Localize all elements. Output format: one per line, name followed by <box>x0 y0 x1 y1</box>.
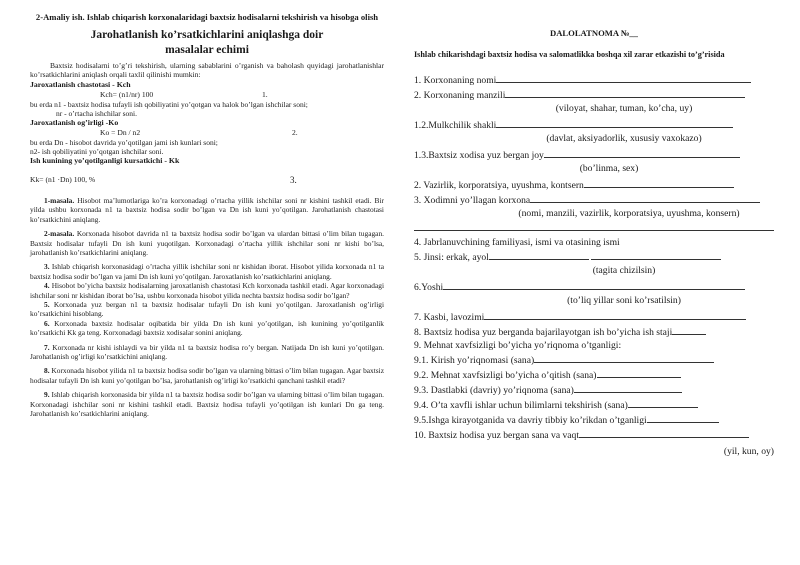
hint-gender: (tagita chizilsin) <box>592 265 656 276</box>
problem-item: 3. Ishlab chiqarish korxonasidagi o’rtacha yillik ishchilar soni nr kishidan iborat. Hisobot yilida korxonada n1 ta baxtsiz hodisa sodir bo’lgan va jami Dn ish kuni yo’qotilgan. Jaroxatlanish ko’rsatkichlarini aniqlang. <box>30 262 384 281</box>
problem-item: 2-masala. Korxonada hisobot davrida n1 ta baxtsiz hodisa sodir bo’lgan va ulardan bittasi o’lim bilan tugagan. Baxtsiz hodisalar tufayli Dn ish kuni yuqotilgan. Korxonadagi o’rtacha yillik ishchilar soni nr kishi bo’lsa, jarohatlanish ko’rsatkichlarini aniqlang. <box>30 229 384 257</box>
formula1-expression: Kch= (n1/nr) 100 <box>100 89 154 99</box>
field-ownership-form: 1.2.Mulkchilik shakli <box>414 118 774 132</box>
field-victim-name: 4. Jabrlanuvchining familiyasi, ismi va otasining ismi <box>414 237 620 248</box>
field-gender: 5. Jinsi: erkak, ayol <box>414 250 774 264</box>
formula2-number: 2. <box>292 127 298 137</box>
formula1-heading: Jaroxatlanish chastotasi - Kch <box>30 80 131 90</box>
formula3-number: 3. <box>290 174 297 185</box>
hint-place: (bo’linma, sex) <box>579 163 639 174</box>
formula3-line <box>30 175 384 188</box>
act-subtitle: Ishlab chikarishdagi baxtsiz hodisa va salomatlikka boshqa xil zarar etkazishi to’g’risida <box>414 50 725 59</box>
formula2-expression: Ko = Dn / n2 <box>100 127 141 137</box>
lab-title: 2-Amaliy ish. Ishlab chiqarish korxonalaridagi baxtsiz hodisalarni tekshirish va hisobga olish <box>35 12 379 22</box>
field-medical-check: 9.5.Ishga kirayotganida va davriy tibbiy ko’rikdan o’tganligi <box>414 413 774 427</box>
hint-date: (yil, kun, oy) <box>723 446 774 457</box>
field-initial-briefing: 9.3. Dastlabki (davriy) yo’riqnoma (sana) <box>414 383 774 397</box>
formula1-desc2: nr - o’rtacha ishchilar soni. <box>56 109 138 119</box>
problem-item: 7. Korxonada nr kishi ishlaydi va bir yilda n1 ta baxtsiz hodisa ro’y bergan. Natijada Dn ish kuni yo’qotilgan. Jarohatlanish og’irligi ko’rsatkichini aniqlang. <box>30 342 384 361</box>
formula3-expression: Kk= (n1 ·Dn) 100, % <box>30 174 96 184</box>
formula2-desc1: bu erda Dn - hisobot davrida yo’qotilgan jami ish kunlari soni; <box>30 138 218 148</box>
field-hazard-check: 9.4. O’ta xavfli ishlar uchun bilimlarni tekshirish (sana) <box>414 398 774 412</box>
hint-age: (to’liq yillar soni ko’rsatilsin) <box>567 295 681 306</box>
problem-item: 6. Korxonada baxtsiz hodisalar oqibatida bir yilda Dn ish kuni yo’qotilgan, ish kunining yo’qotilganlik ko’rsatkichi Kk ga teng. Korxonadagi baxtsiz xodisalar sonini aniqlang. <box>30 318 384 338</box>
formula3-heading: Ish kunining yo’qotilganligi kursatkichi - Kk <box>30 156 180 166</box>
right-page <box>400 0 800 565</box>
problem-item: 4. Hisobot bo’yicha baxtsiz hodisalarning jaroxatlanish chastotasi Kch korxonada tashkil etadi. Agar korxonadagi ishchilar soni nr kishidan iborat bo’lsa, ushbu korxonada hisobot yilida nechta baxtsiz hodisa sodir bo’lgan? <box>30 281 384 300</box>
field-safety-briefing: 9. Mehnat xavfsizligi bo’yicha yo’riqnoma o’tganligi: <box>414 340 622 351</box>
field-company-name: 1. Korxonaning nomi <box>414 73 774 87</box>
intro-paragraph: Baxtsiz hodisalarni to’g’ri tekshirish, ularning sabablarini o’rganish va baholash quyidagi jarohatlanishlar ko’rsatkichlarini aniqlash orqali taxlil qilinishi mumkin: <box>30 60 384 80</box>
problem-item: 5. Korxonada yuz bergan n1 ta baxtsiz hodisalar tufayli Dn ish kuni yo’qotilgan. Jaroxatlanish og’irligi ko’rsatkichini hisoblang. <box>30 299 384 319</box>
problem-item: 8. Korxonada hisobot yilida n1 ta baxtsiz hodisa sodir bo’lgan va ularning bittasi o’lim bilan tugagan. Agar baxtsiz hodisalar tufayli Dn ish kuni yo’qotilgan bo’lsa, jarohatlanish og’irligi ko’rsatkichi qanchani tashkil etadi? <box>30 366 384 385</box>
field-age: 6.Yoshi <box>414 280 774 294</box>
field-sending-company: 3. Xodimni yo’llagan korxona <box>414 193 774 207</box>
field-safety-training: 9.2. Mehnat xavfsizligi bo’yicha o’qitish (sana) <box>414 368 774 382</box>
field-intro-briefing: 9.1. Kirish yo’riqnomasi (sana) <box>414 353 774 367</box>
formula1-number: 1. <box>262 89 268 99</box>
problem-item: 9. Ishlab chiqarish korxonasida bir yilda n1 ta baxtsiz hodisa sodir bo’lgan va ularning bittasi o’lim bilan tugagan. Korxonadagi ishchilar soni nr kishini tashkil etadi. Baxtsiz hodisa tufayli yo’qotilgan ish kunlari Dn ga teng. Jarohatlanish ko’rsatkichlarini aniqlang. <box>30 390 384 418</box>
hint-ownership: (davlat, aksiyadorlik, xususiy vaxokazo) <box>546 133 702 144</box>
act-title: DALOLATNOMA №__ <box>550 28 638 38</box>
hint-address: (viloyat, shahar, tuman, ko’cha, uy) <box>555 103 693 114</box>
field-company-address: 2. Korxonaning manzili <box>414 88 774 102</box>
field-ministry: 2. Vazirlik, korporatsiya, uyushma, kontsern <box>414 178 774 192</box>
formula1-desc1: bu erda n1 - baxtsiz hodisa tufayli ish qobiliyatini yo’qotgan va halok bo’lgan ishchilar soni; <box>30 100 308 110</box>
formula2-line <box>30 128 384 139</box>
section-title-line2: masalalar echimi <box>165 43 249 56</box>
hint-sending-company: (nomi, manzili, vazirlik, korporatsiya, uyushma, konsern) <box>518 208 740 219</box>
section-title-line1: Jarohatlanish ko’rsatkichlarini aniqlashga doir <box>90 28 324 41</box>
formula2-heading: Jaroxatlanish og’irligi -Ko <box>30 118 119 128</box>
formula1-line <box>30 90 384 101</box>
problem-item: 1-masala. Hisobot ma’lumotlariga ko’ra korxonadagi o’rtacha yillik ishchilar soni nr kishini tashkil etadi. Bir yilda ushbu korxonada n1 ta baxtsiz hodisa sodir bo’lgan va Dn ish kuni yo’qotilgan. Jarohatlanish chastotasi ko’rsatkichini aniqlang. <box>30 195 384 224</box>
field-profession: 7. Kasbi, lavozimi <box>414 310 774 324</box>
problem-list <box>30 196 384 419</box>
formula2-desc2: n2- ish qobiliyatini yo’qotgan ishchilar soni. <box>30 147 164 157</box>
blank-line <box>414 223 774 231</box>
field-accident-place: 1.3.Baxtsiz xodisa yuz bergan joy <box>414 148 774 162</box>
field-accident-date: 10. Baxtsiz hodisa yuz bergan sana va vaqt <box>414 428 774 442</box>
field-experience: 8. Baxtsiz hodisa yuz berganda bajarilayotgan ish bo’yicha ish staji <box>414 325 774 339</box>
